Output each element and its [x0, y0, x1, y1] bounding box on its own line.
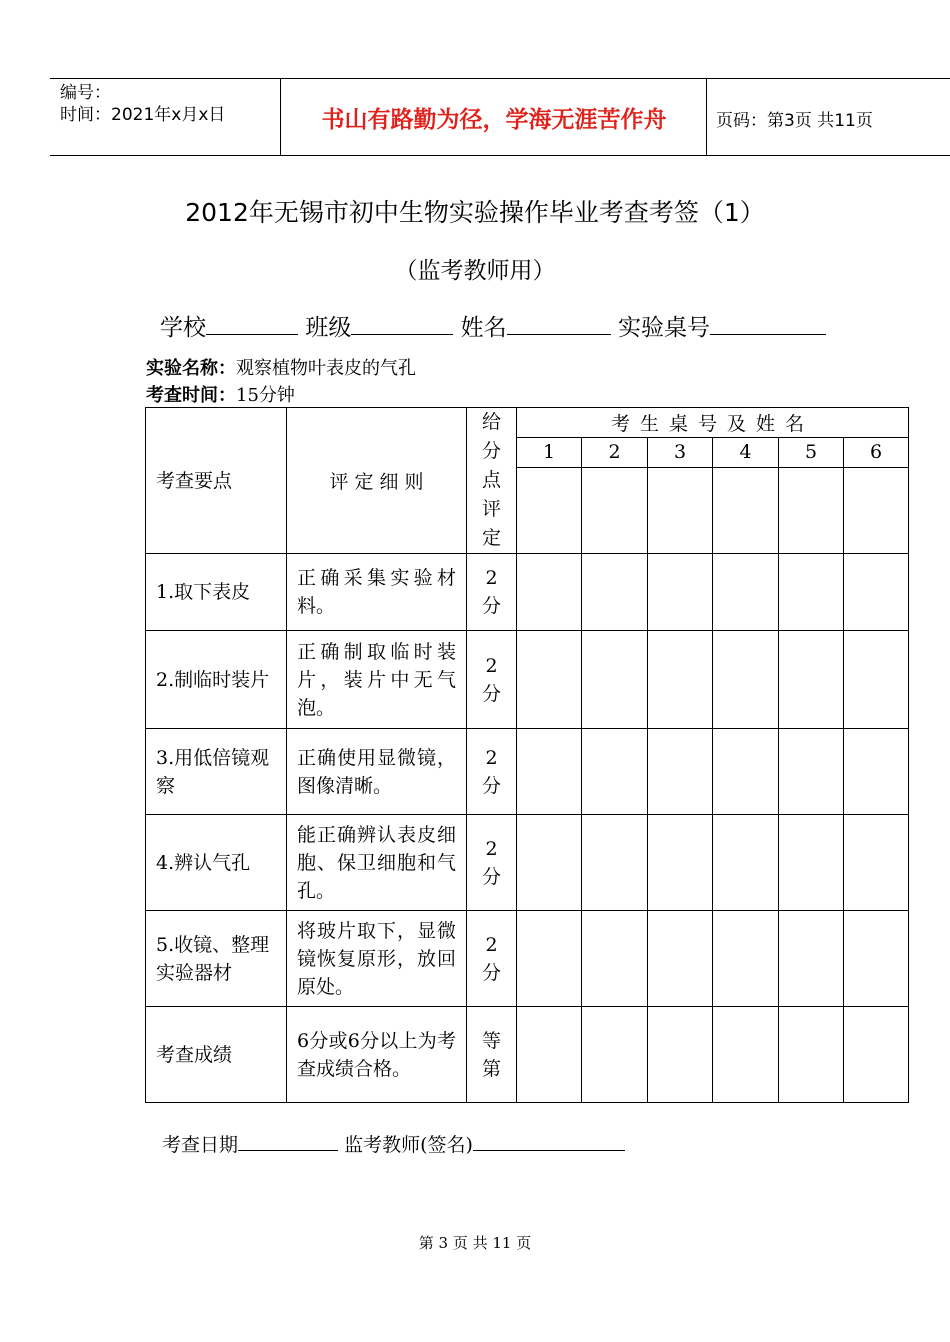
grade-cell[interactable]	[844, 911, 909, 1007]
grade-cell[interactable]	[844, 729, 909, 815]
experiment-time-label: 考查时间：	[146, 385, 236, 406]
row-rule: 将玻片取下，显微镜恢复原形，放回原处。	[287, 911, 467, 1007]
row-score: 2分	[467, 729, 517, 815]
desk-label: 实验桌号	[617, 315, 710, 341]
experiment-name-label: 实验名称：	[146, 358, 236, 379]
grade-cell[interactable]	[779, 554, 844, 631]
teacher-label: 监考教师(签名)	[344, 1134, 473, 1156]
desk-blank[interactable]	[710, 310, 826, 335]
row-rule: 能正确辨认表皮细胞、保卫细胞和气孔。	[287, 815, 467, 911]
student-name-cell[interactable]	[582, 467, 648, 553]
table-row	[146, 815, 909, 911]
row-rule: 正确制取临时装片，装片中无气泡。	[287, 631, 467, 729]
row-score: 等第	[467, 1007, 517, 1103]
assessment-table	[145, 407, 909, 1103]
table-row	[146, 631, 909, 729]
student-number: 6	[844, 437, 909, 467]
grade-cell[interactable]	[713, 729, 779, 815]
experiment-time-line	[146, 381, 295, 407]
grade-cell[interactable]	[517, 631, 582, 729]
class-label: 班级	[305, 315, 352, 341]
row-score: 2分	[467, 631, 517, 729]
grade-cell[interactable]	[517, 911, 582, 1007]
header-students: 考生桌号及姓名	[517, 408, 909, 438]
name-label: 姓名	[460, 315, 507, 341]
grade-cell[interactable]	[844, 815, 909, 911]
grade-cell[interactable]	[648, 631, 713, 729]
grade-cell[interactable]	[844, 554, 909, 631]
header-divider-right	[706, 78, 707, 155]
row-score: 2分	[467, 815, 517, 911]
header-divider-left	[280, 78, 281, 155]
header-page-info: 页码：第3页 共11页	[716, 111, 873, 131]
grade-cell[interactable]	[779, 729, 844, 815]
grade-cell[interactable]	[779, 631, 844, 729]
grade-cell[interactable]	[779, 911, 844, 1007]
grade-cell[interactable]	[779, 1007, 844, 1103]
grade-cell[interactable]	[713, 554, 779, 631]
class-blank[interactable]	[351, 310, 453, 335]
grade-cell[interactable]	[582, 1007, 648, 1103]
grade-cell[interactable]	[517, 815, 582, 911]
date-label: 考查日期	[162, 1134, 239, 1156]
student-name-cell[interactable]	[713, 467, 779, 553]
grade-cell[interactable]	[517, 554, 582, 631]
experiment-name-value: 观察植物叶表皮的气孔	[236, 358, 416, 379]
school-label: 学校	[160, 315, 206, 341]
grade-cell[interactable]	[648, 1007, 713, 1103]
student-number: 4	[713, 437, 779, 467]
experiment-time-value: 15分钟	[236, 385, 295, 406]
header-rules: 评 定 细 则	[287, 408, 467, 554]
row-point: 3.用低倍镜观察	[146, 729, 287, 815]
row-rule: 正确采集实验材料。	[287, 554, 467, 631]
header-score: 给分点评定	[467, 408, 517, 554]
time-label: 时间：2021年x月x日	[60, 105, 226, 125]
serial-label: 编号：	[60, 83, 111, 103]
grade-cell[interactable]	[517, 1007, 582, 1103]
date-blank[interactable]	[238, 1130, 338, 1151]
row-rule: 6分或6分以上为考查成绩合格。	[287, 1007, 467, 1103]
school-blank[interactable]	[206, 310, 298, 335]
grade-cell[interactable]	[648, 554, 713, 631]
grade-cell[interactable]	[582, 631, 648, 729]
grade-cell[interactable]	[648, 729, 713, 815]
header-top-rule	[50, 78, 950, 79]
header-meta	[60, 82, 225, 126]
table-row	[146, 911, 909, 1007]
teacher-signature-blank[interactable]	[473, 1130, 625, 1151]
header-points: 考查要点	[146, 408, 287, 554]
student-name-cell[interactable]	[844, 467, 909, 553]
student-number: 3	[648, 437, 713, 467]
row-point: 4.辨认气孔	[146, 815, 287, 911]
grade-cell[interactable]	[713, 1007, 779, 1103]
row-point: 考查成绩	[146, 1007, 287, 1103]
student-name-cell[interactable]	[517, 467, 582, 553]
page-footer: 第 3 页 共 11 页	[418, 1234, 532, 1252]
grade-cell[interactable]	[582, 729, 648, 815]
table-row	[146, 729, 909, 815]
grade-cell[interactable]	[713, 631, 779, 729]
row-score: 2分	[467, 911, 517, 1007]
row-point: 2.制临时装片	[146, 631, 287, 729]
grade-cell[interactable]	[844, 1007, 909, 1103]
student-number: 2	[582, 437, 648, 467]
student-number: 5	[779, 437, 844, 467]
experiment-name-line	[146, 354, 416, 380]
row-point: 5.收镜、整理实验器材	[146, 911, 287, 1007]
name-blank[interactable]	[507, 310, 611, 335]
grade-cell[interactable]	[779, 815, 844, 911]
header-bottom-rule	[50, 155, 950, 156]
grade-cell[interactable]	[582, 815, 648, 911]
document-subtitle: （监考教师用）	[394, 258, 556, 284]
student-number: 1	[517, 437, 582, 467]
header-motto: 书山有路勤为径，学海无涯苦作舟	[321, 107, 667, 133]
grade-cell[interactable]	[713, 911, 779, 1007]
student-info-fields	[160, 309, 826, 342]
row-score: 2分	[467, 554, 517, 631]
student-name-cell[interactable]	[648, 467, 713, 553]
signature-line	[162, 1130, 625, 1157]
grade-cell[interactable]	[844, 631, 909, 729]
grade-cell[interactable]	[582, 554, 648, 631]
row-point: 1.取下表皮	[146, 554, 287, 631]
grade-cell[interactable]	[648, 911, 713, 1007]
grade-cell[interactable]	[648, 815, 713, 911]
grade-cell[interactable]	[582, 911, 648, 1007]
grade-cell[interactable]	[713, 815, 779, 911]
row-rule: 正确使用显微镜，图像清晰。	[287, 729, 467, 815]
document-title: 2012年无锡市初中生物实验操作毕业考查考签（1）	[185, 198, 765, 227]
table-row	[146, 1007, 909, 1103]
grade-cell[interactable]	[517, 729, 582, 815]
student-name-cell[interactable]	[779, 467, 844, 553]
table-row	[146, 554, 909, 631]
